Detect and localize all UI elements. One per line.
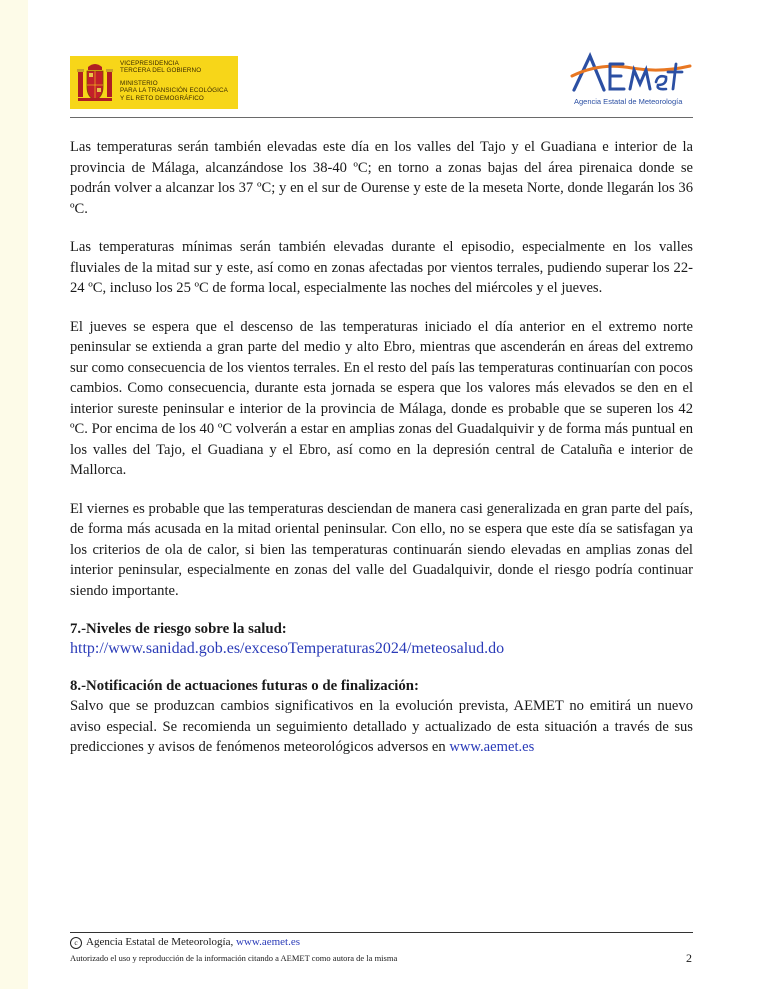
paragraph: El jueves se espera que el descenso de las temperaturas iniciado el día anterior en el extremo norte peninsular se extienda a gran parte del medio y alto Ebro, mientras que ascenderán en áreas del extremo sur como consecuencia de los vientos terrales. En el resto del país las temperaturas continuarían con pocos cambios. Como consecuencia, durante esta jornada se espera que los valores más elevados se den en el interior sureste peninsular e interior de la provincia de Málaga, donde es probable que se superen los 42 ºC. Por encima de los 40 ºC volverán a estar en amplias zonas del Guadalquivir y de forma más puntual en los valles del Tajo, el Guadiana y el Ebro, así como en la depresión central de Cataluña e interior de Mallorca.	[70, 318, 693, 478]
aemet-logo	[570, 52, 695, 112]
government-logo-text	[120, 56, 228, 102]
page-number: 2	[686, 951, 692, 965]
section-8-title: 8.-Notificación de actuaciones futuras o de finalización:	[70, 677, 419, 694]
footer-notice: Autorizado el uso y reproducción de la información citando a AEMET como autora de la misma	[70, 953, 398, 963]
paragraph: El viernes es probable que las temperaturas desciendan de manera casi generalizada en gran parte del país, de forma más acusada en la mitad oriental peninsular. Con ello, no se espera que este día se satisfagan ya los criterios de ola de calor, si bien las temperaturas continuarán siendo elevadas en amplias zonas del interior peninsular, especialmente en zonas del valle del Guadalquivir, donde el riesgo podría continuar siendo importante.	[70, 500, 693, 599]
paragraph: Las temperaturas serán también elevadas este día en los valles del Tajo y el Guadiana e interior de la provincia de Málaga, alcanzándose los 38-40 ºC; en torno a zonas bajas del área pirenaica donde se podrán volver a alcanzar los 37 ºC; y en el sur de Ourense y este de la meseta Norte, donde llegarán los 36 ºC.	[70, 139, 693, 217]
page-margin-strip	[0, 0, 28, 989]
gov-logo-line: PARA LA TRANSICIÓN ECOLÓGICA	[120, 87, 228, 95]
section-8-body: Salvo que se produzcan cambios significativos en la evolución prevista, AEMET no emitirá un nuevo aviso especial. Se recomienda un seguimiento detallado y actualizado de esta situación a través de sus predicciones y avisos de fenómenos meteorológicos adversos en	[70, 698, 693, 755]
gov-logo-line: MINISTERIO	[120, 79, 158, 87]
footer-copyright	[70, 935, 300, 949]
meteosalud-link[interactable]: http://www.sanidad.gob.es/excesoTemperaturas2024/meteosalud.do	[70, 639, 505, 657]
gov-logo-line: Y EL RETO DEMOGRÁFICO	[120, 94, 204, 102]
gov-logo-line: VICEPRESIDENCIA	[120, 60, 179, 67]
aemet-website-link[interactable]: www.aemet.es	[449, 739, 535, 755]
copyright-text: Agencia Estatal de Meteorología,	[86, 936, 236, 948]
paragraph: Las temperaturas mínimas serán también elevadas durante el episodio, especialmente en los valles fluviales de la mitad sur y este, así como en zonas afectadas por vientos terrales, pudiendo superar los 22-24 ºC, incluso los 25 ºC de forma local, especialmente las noches del miércoles y el jueves.	[70, 239, 693, 296]
section-8-text	[70, 696, 693, 758]
section-future-actions	[70, 676, 693, 758]
header-divider	[70, 117, 693, 118]
section-7-title: 7.-Niveles de riesgo sobre la salud:	[70, 621, 287, 637]
gov-logo-line: TERCERA DEL GOBIERNO	[120, 67, 202, 75]
aemet-logo-mark	[570, 52, 695, 96]
footer-divider	[70, 932, 693, 933]
coat-of-arms-icon	[70, 56, 120, 109]
aemet-subtitle: Agencia Estatal de Meteorología	[574, 97, 683, 106]
copyright-icon: c	[70, 937, 82, 949]
government-logo	[70, 56, 238, 109]
section-health-risk	[70, 619, 693, 658]
document-body	[70, 137, 693, 758]
footer-aemet-link[interactable]: www.aemet.es	[235, 936, 301, 948]
